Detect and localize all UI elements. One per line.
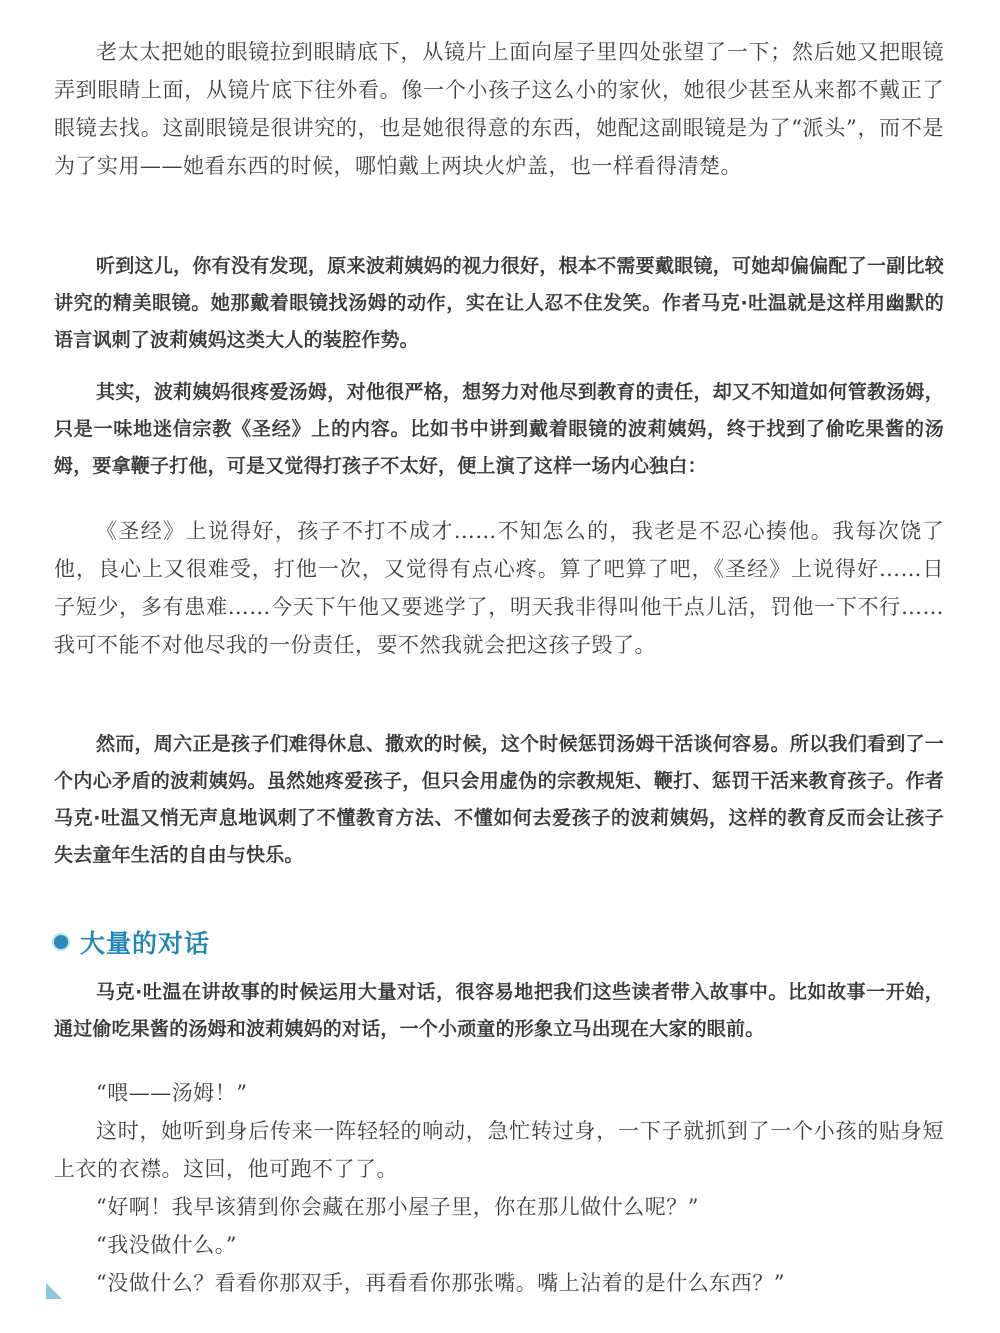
dialogue-line: “我没做什么。”	[96, 1233, 237, 1257]
section-heading	[54, 924, 210, 960]
bullet-dot-icon	[54, 935, 68, 949]
dialogue-line: “好啊！我早该猜到你会藏在那小屋子里，你在那儿做什么呢？”	[96, 1195, 699, 1219]
paragraph-eyesight: 听到这儿，你有没有发现，原来波莉姨妈的视力很好，根本不需要戴眼镜，可她却偏偏配了一副比较讲究的精美眼镜。她那戴着眼镜找汤姆的动作，实在让人忍不住发笑。作者马克·吐温就是这样用幽默的语言讽刺了波莉姨妈这类大人的装腔作势。	[54, 255, 944, 351]
dialogue-line: 这时，她听到身后传来一阵轻轻的响动，急忙转过身，一下子就抓到了一个小孩的贴身短上衣的衣襟。这回，他可跑不了了。	[54, 1119, 944, 1181]
quote-bible-monologue: 《圣经》上说得好，孩子不打不成才……不知怎么的，我老是不忍心揍他。我每次饶了他，良心上又很难受，打他一次，又觉得有点心疼。算了吧算了吧，《圣经》上说得好……日子短少，多有患难……今天下午他又要逃学了，明天我非得叫他干点儿活，罚他一下不行……我可不能不对他尽我的一份责任，要不然我就会把这孩子毁了。	[54, 519, 944, 657]
dialogue-line: “没做什么？看看你那双手，再看看你那张嘴。嘴上沾着的是什么东西？”	[96, 1271, 785, 1295]
paragraph-contradiction: 然而，周六正是孩子们难得休息、撒欢的时候，这个时候惩罚汤姆干活谈何容易。所以我们看到了一个内心矛盾的波莉姨妈。虽然她疼爱孩子，但只会用虚伪的宗教规矩、鞭打、惩罚干活来教育孩子。作者马克·吐温又悄无声息地讽刺了不懂教育方法、不懂如何去爱孩子的波莉姨妈，这样的教育反而会让孩子失去童年生活的自由与快乐。	[54, 733, 944, 866]
dialogue-line: “喂——汤姆！”	[96, 1081, 248, 1105]
page-corner-icon	[46, 1283, 62, 1299]
dialogue-excerpt	[54, 1074, 944, 1302]
paragraph-discipline: 其实，波莉姨妈很疼爱汤姆，对他很严格，想努力对他尽到教育的责任，却又不知道如何管教汤姆，只是一味地迷信宗教《圣经》上的内容。比如书中讲到戴着眼镜的波莉姨妈，终于找到了偷吃果酱的汤姆，要拿鞭子打他，可是又觉得打孩子不太好，便上演了这样一场内心独白：	[54, 381, 944, 477]
paragraph-dialogue-intro: 马克·吐温在讲故事的时候运用大量对话，很容易地把我们这些读者带入故事中。比如故事一开始，通过偷吃果酱的汤姆和波莉姨妈的对话，一个小顽童的形象立马出现在大家的眼前。	[54, 981, 944, 1040]
quote-glasses: 老太太把她的眼镜拉到眼睛底下，从镜片上面向屋子里四处张望了一下；然后她又把眼镜弄到眼睛上面，从镜片底下往外看。像一个小孩子这么小的家伙，她很少甚至从来都不戴正了眼镜去找。这副眼镜是很讲究的，也是她很得意的东西，她配这副眼镜是为了“派头”，而不是为了实用——她看东西的时候，哪怕戴上两块火炉盖，也一样看得清楚。	[54, 40, 944, 178]
section-title: 大量的对话	[80, 929, 211, 958]
